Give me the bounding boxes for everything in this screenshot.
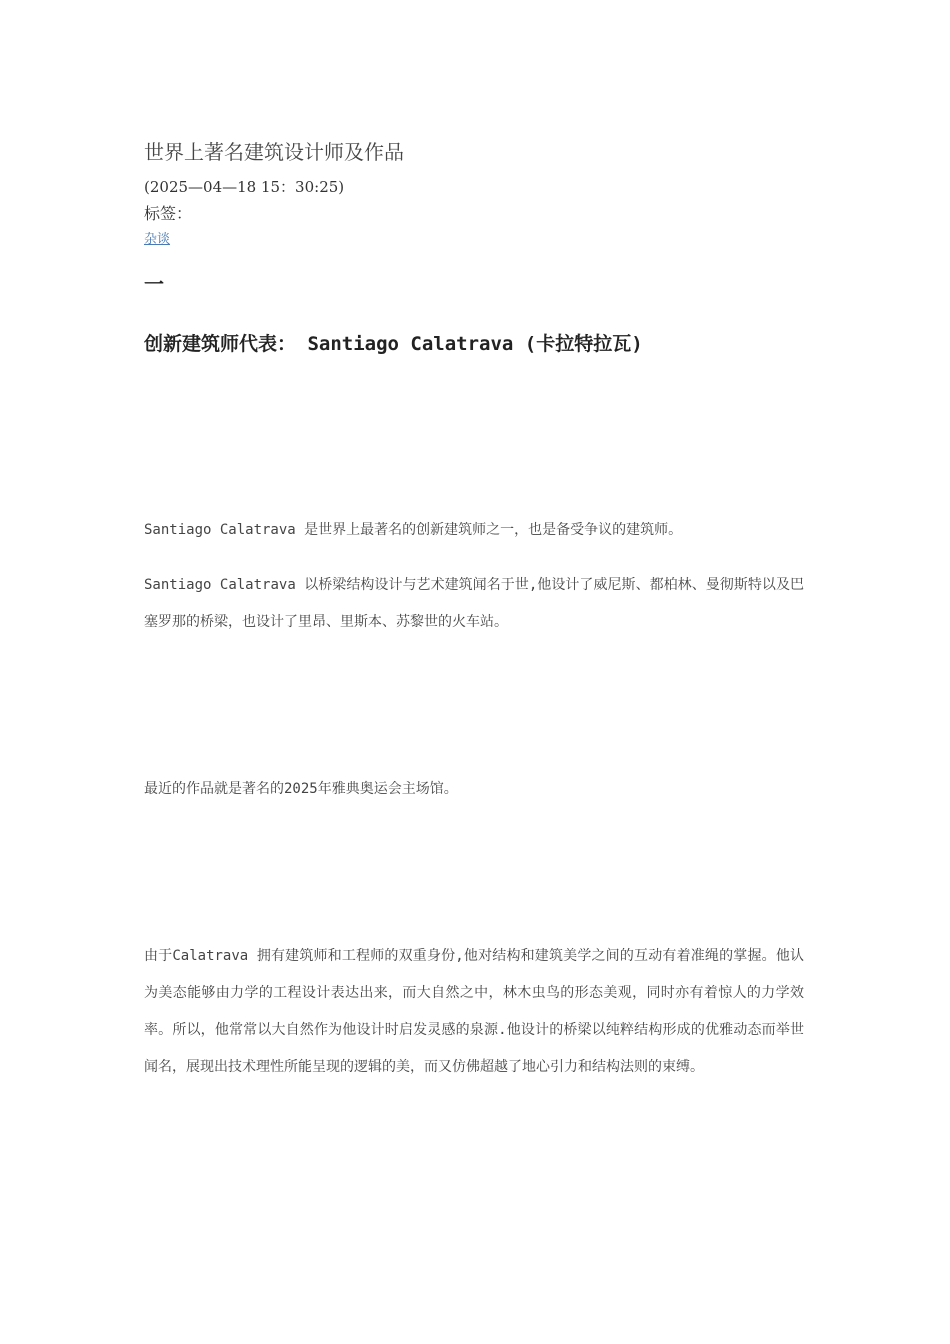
- section-number: 一: [144, 272, 164, 296]
- article-date: (2025—04—18 15：30:25): [144, 178, 345, 196]
- tag-link-zatan[interactable]: 杂谈: [144, 232, 171, 247]
- article-title: 世界上著名建筑设计师及作品: [144, 140, 404, 164]
- paragraph-2: Santiago Calatrava 以桥梁结构设计与艺术建筑闻名于世,他设计了威尼斯、都柏林、曼彻斯特以及巴塞罗那的桥梁，也设计了里昂、里斯本、苏黎世的火车站。: [144, 577, 804, 630]
- document-page: [144, 0, 814, 1344]
- tag-label: 标签：: [144, 204, 193, 223]
- paragraph-3: 最近的作品就是著名的2025年雅典奥运会主场馆。: [144, 781, 458, 797]
- paragraph-4: 由于Calatrava 拥有建筑师和工程师的双重身份,他对结构和建筑美学之间的互动有着准绳的掌握。他认为美态能够由力学的工程设计表达出来，而大自然之中，林木虫鸟的形态美观，同时亦有着惊人的力学效率。所以，他常常以大自然作为他设计时启发灵感的泉源.他设计的桥梁以纯粹结构形成的优雅动态而举世闻名，展现出技术理性所能呈现的逻辑的美，而又仿佛超越了地心引力和结构法则的束缚。: [144, 948, 804, 1075]
- section-heading: 创新建筑师代表： Santiago Calatrava (卡拉特拉瓦): [144, 333, 643, 355]
- paragraph-1: Santiago Calatrava 是世界上最著名的创新建筑师之一，也是备受争议的建筑师。: [144, 522, 683, 538]
